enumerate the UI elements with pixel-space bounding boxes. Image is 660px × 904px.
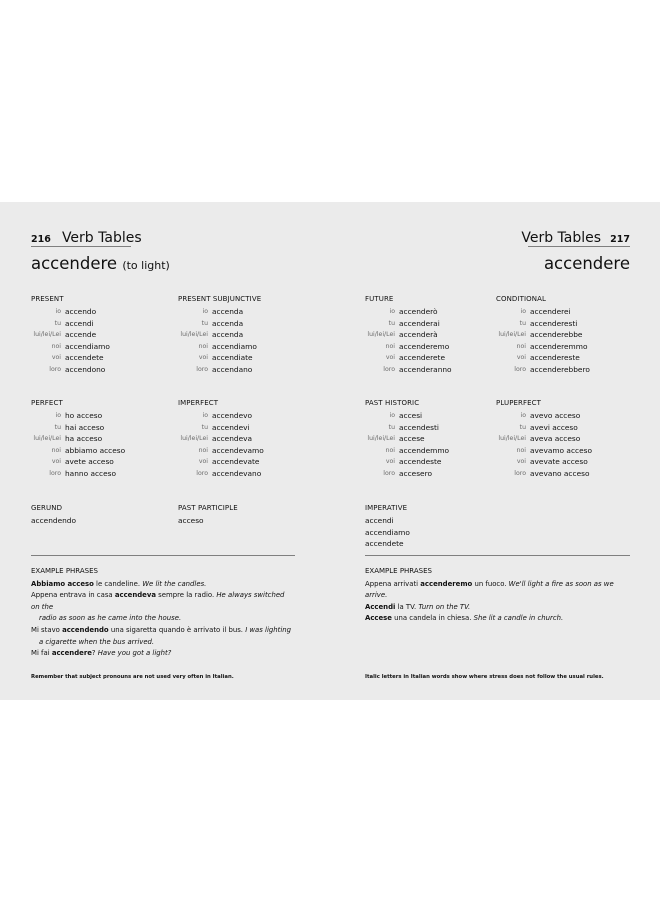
conjugation-row	[496, 423, 621, 435]
conjugation-row	[178, 446, 303, 458]
pronoun: noi	[516, 446, 526, 454]
conjugation-row	[31, 446, 156, 458]
conjugation-row	[178, 353, 303, 365]
example-line	[31, 613, 295, 625]
pronoun: loro	[196, 469, 208, 477]
verb-form: accendo	[65, 307, 97, 316]
example-text: Appena arrivati	[365, 579, 421, 588]
example-text: la TV.	[395, 602, 419, 611]
pronoun: tu	[201, 423, 208, 431]
left-page-number: 216	[31, 234, 51, 245]
pronoun: lui/lei/Lei	[367, 435, 395, 443]
left-header-title: Verb Tables	[61, 230, 142, 246]
verb-form: accese	[399, 434, 425, 444]
pronoun: lui/lei/Lei	[180, 331, 208, 339]
left-page	[31, 202, 295, 700]
example-translation: She lit a candle in church.	[473, 614, 564, 623]
left-footnote: Remember that subject pronouns are not used very often in Italian.	[31, 674, 234, 680]
conjugation-row	[365, 307, 490, 319]
left-examples-rule	[31, 555, 295, 556]
right-header-rule	[528, 246, 630, 247]
tense-imperfect	[178, 399, 303, 481]
conjugation-row	[365, 446, 490, 458]
right-verb-title: accendere	[543, 254, 630, 273]
example-line	[31, 625, 295, 637]
conjugation-row	[178, 411, 303, 423]
pronoun: tu	[388, 423, 395, 431]
conjugation-row	[496, 411, 621, 423]
verb-form: accendi	[65, 318, 94, 328]
example-line	[31, 637, 295, 649]
pronoun: noi	[516, 342, 526, 350]
example-text: sempre la radio.	[155, 591, 217, 600]
left-header-rule	[31, 246, 131, 247]
pronoun: io	[202, 412, 208, 419]
pronoun: noi	[51, 446, 61, 454]
verb-form: hai acceso	[65, 422, 105, 432]
verb-form: accendiate	[212, 353, 253, 363]
conjugation-row	[178, 330, 303, 342]
pronoun: tu	[388, 319, 395, 327]
imperative-form: accendi	[365, 516, 394, 525]
example-translation: radio as soon as he came into the house.	[39, 614, 182, 623]
pronoun: voi	[198, 354, 208, 362]
conjugation-row	[178, 307, 303, 319]
conjugation-row	[365, 411, 490, 423]
tense-title: PAST HISTORIC	[365, 399, 420, 407]
example-verb: accendendo	[62, 625, 109, 634]
verb-form: accenderete	[399, 353, 445, 363]
pronoun: lui/lei/Lei	[180, 435, 208, 443]
verb-form: accenda	[212, 330, 244, 340]
left-example-phrases	[31, 566, 295, 660]
tense-future	[365, 295, 490, 377]
verb-form: accenderà	[399, 330, 438, 340]
pronoun: io	[55, 412, 61, 419]
conjugation-row	[365, 469, 490, 481]
pronoun: voi	[516, 354, 526, 362]
pronoun: lui/lei/Lei	[367, 331, 395, 339]
example-text: Mi fai	[31, 649, 52, 658]
pronoun: io	[389, 412, 395, 419]
example-line	[31, 590, 295, 613]
pronoun: io	[389, 308, 395, 315]
right-header-title: Verb Tables	[521, 230, 602, 246]
verb-form: avevo acceso	[530, 411, 581, 420]
verb-form: accendeva	[212, 434, 253, 444]
pronoun: io	[202, 308, 208, 315]
tense-title: FUTURE	[365, 295, 394, 303]
verb-form: accenderebbero	[530, 364, 590, 374]
examples-title: EXAMPLE PHRASES	[365, 567, 432, 575]
tense-pluperfect	[496, 399, 621, 481]
conjugation-row	[31, 457, 156, 469]
verb-form: accendevi	[212, 422, 250, 432]
example-translation: Turn on the TV.	[418, 602, 471, 611]
verb-form: accenderò	[399, 307, 438, 316]
conjugation-row	[31, 469, 156, 481]
example-text: ?	[91, 649, 98, 658]
tense-perfect	[31, 399, 156, 481]
example-line	[365, 602, 630, 614]
conjugation-row	[496, 330, 621, 342]
pronoun: lui/lei/Lei	[33, 435, 61, 443]
gerund	[31, 504, 156, 528]
pronoun: tu	[519, 423, 526, 431]
verb-form: accenderemmo	[530, 341, 588, 351]
pronoun: loro	[514, 469, 526, 477]
verb-form: accendevo	[212, 411, 253, 420]
example-translation: I was lighting	[245, 625, 291, 634]
conjugation-row	[31, 330, 156, 342]
example-line	[31, 579, 295, 591]
pronoun: noi	[51, 342, 61, 350]
pronoun: tu	[201, 319, 208, 327]
pronoun: lui/lei/Lei	[498, 331, 526, 339]
verb-form: accende	[65, 330, 97, 340]
pronoun: loro	[49, 469, 61, 477]
conjugation-row	[31, 342, 156, 354]
tense-title: PRESENT SUBJUNCTIVE	[178, 295, 262, 303]
example-translation: We lit the candles.	[142, 579, 207, 588]
verb-form: accendeste	[399, 457, 442, 467]
book-spread	[0, 202, 660, 700]
verb-form: accenda	[212, 307, 244, 316]
pronoun: io	[520, 412, 526, 419]
conjugation-row	[496, 365, 621, 377]
verb-form: aveva acceso	[530, 434, 581, 444]
pronoun: lui/lei/Lei	[498, 435, 526, 443]
conjugation-row	[31, 434, 156, 446]
verb-form: accendemmo	[399, 445, 450, 455]
example-verb: accendeva	[114, 591, 156, 600]
example-text: le candeline.	[93, 579, 143, 588]
verb-form: accendevano	[212, 468, 262, 478]
right-page	[365, 202, 630, 700]
conjugation-row	[496, 319, 621, 331]
conjugation-row	[365, 330, 490, 342]
pronoun: voi	[385, 354, 395, 362]
example-line	[365, 613, 630, 625]
example-verb: Accese	[365, 614, 392, 623]
pronoun: voi	[51, 458, 61, 466]
pronoun: voi	[198, 458, 208, 466]
conjugation-row	[365, 353, 490, 365]
example-translation: a cigarette when the bus arrived.	[39, 637, 155, 646]
verb-form: accenderai	[399, 318, 440, 328]
conjugation-row	[178, 342, 303, 354]
example-verb: accendere	[51, 649, 92, 658]
conjugation-row	[178, 423, 303, 435]
example-text: una sigaretta quando è arrivato il bus.	[108, 625, 246, 634]
conjugation-row	[31, 365, 156, 377]
pronoun: noi	[385, 446, 395, 454]
tense-title: IMPERFECT	[178, 399, 219, 407]
conjugation-row	[365, 365, 490, 377]
example-text: Mi stavo	[31, 625, 63, 634]
tense-title: PERFECT	[31, 399, 63, 407]
example-text: una candela in chiesa.	[391, 614, 474, 623]
pronoun: noi	[198, 342, 208, 350]
verb-gloss: (to light)	[122, 259, 170, 272]
conjugation-row	[31, 353, 156, 365]
pronoun: io	[520, 308, 526, 315]
verb-form: accenderemo	[399, 341, 450, 351]
conjugation-row	[496, 457, 621, 469]
left-verb-title	[31, 254, 170, 273]
verb-form: avete acceso	[65, 457, 114, 467]
pronoun: voi	[516, 458, 526, 466]
tense-title: CONDITIONAL	[496, 295, 546, 303]
conjugation-row	[178, 457, 303, 469]
example-line	[31, 648, 295, 660]
pronoun: noi	[385, 342, 395, 350]
example-verb: Accendi	[365, 602, 396, 611]
conjugation-row	[31, 411, 156, 423]
pronoun: loro	[196, 365, 208, 373]
verb-form: accendereste	[530, 353, 580, 363]
pronoun: lui/lei/Lei	[33, 331, 61, 339]
verb-form: accenderanno	[399, 364, 452, 374]
conjugation-row	[365, 319, 490, 331]
conjugation-row	[496, 434, 621, 446]
right-example-phrases	[365, 566, 630, 625]
conjugation-row	[365, 434, 490, 446]
tense-title: IMPERATIVE	[365, 504, 408, 512]
conjugation-row	[178, 319, 303, 331]
verb-form: avevi acceso	[530, 422, 578, 432]
right-page-header	[365, 226, 630, 248]
example-translation: Have you got a light?	[97, 649, 172, 658]
verb-form: avevamo acceso	[530, 445, 592, 455]
example-line	[365, 579, 630, 602]
conjugation-row	[496, 469, 621, 481]
verb-form: accendete	[65, 353, 104, 363]
verb-form: accendono	[65, 364, 106, 374]
verb-form: accenderesti	[530, 318, 578, 328]
pronoun: tu	[519, 319, 526, 327]
verb-form: hanno acceso	[65, 468, 117, 478]
conjugation-row	[178, 365, 303, 377]
tense-past-historic	[365, 399, 490, 481]
verb-form: accenderei	[530, 307, 571, 316]
pronoun: io	[55, 308, 61, 315]
example-verb: Abbiamo acceso	[31, 579, 94, 588]
conjugation-row	[178, 434, 303, 446]
conjugation-row	[365, 342, 490, 354]
conjugation-row	[365, 423, 490, 435]
conjugation-row	[496, 342, 621, 354]
gerund-form: accendendo	[31, 516, 77, 525]
conjugation-row	[496, 446, 621, 458]
verb-form: accendiamo	[212, 341, 257, 351]
imperative-form: accendiamo	[365, 527, 410, 537]
conjugation-row	[31, 423, 156, 435]
left-page-header	[31, 226, 295, 248]
example-verb: accenderemo	[420, 579, 473, 588]
pronoun: voi	[51, 354, 61, 362]
right-examples-rule	[365, 555, 630, 556]
verb-form: accendiamo	[65, 341, 110, 351]
pronoun: tu	[54, 319, 61, 327]
verb-form: accenderebbe	[530, 330, 583, 340]
pronoun: loro	[49, 365, 61, 373]
example-text: un fuoco.	[472, 579, 509, 588]
verb-form: avevano acceso	[530, 468, 590, 478]
pronoun: noi	[198, 446, 208, 454]
pronoun: tu	[54, 423, 61, 431]
verb-form: ha acceso	[65, 434, 103, 444]
example-translation: We'll light a fire as soon as we arrive.	[365, 579, 614, 600]
conjugation-row	[365, 457, 490, 469]
conjugation-row	[178, 469, 303, 481]
tense-title: PLUPERFECT	[496, 399, 542, 407]
verb-infinitive: accendere	[31, 254, 118, 273]
tense-conditional	[496, 295, 621, 377]
conjugation-row	[31, 307, 156, 319]
pronoun: voi	[385, 458, 395, 466]
example-translation: He always switched on the	[31, 591, 285, 611]
tense-present	[31, 295, 156, 377]
tense-title: PRESENT	[31, 295, 64, 303]
conjugation-row	[496, 307, 621, 319]
pronoun: loro	[514, 365, 526, 373]
verb-form: accesero	[399, 468, 432, 478]
conjugation-row	[31, 319, 156, 331]
pronoun: loro	[383, 469, 395, 477]
past-participle-form: acceso	[178, 516, 204, 525]
examples-title: EXAMPLE PHRASES	[31, 567, 98, 575]
verb-form: accenda	[212, 318, 244, 328]
example-text: Appena entrava in casa	[31, 591, 115, 600]
tense-title: GERUND	[31, 504, 63, 512]
right-page-number: 217	[610, 234, 630, 245]
verb-form: avevate acceso	[530, 457, 588, 467]
verb-form: accendesti	[399, 422, 439, 432]
verb-form: ho acceso	[65, 411, 103, 420]
verb-form: accendevate	[212, 457, 260, 467]
right-footnote: Italic letters in Italian words show where stress does not follow the usual rules.	[365, 674, 604, 680]
verb-form: accesi	[399, 411, 423, 420]
pronoun: loro	[383, 365, 395, 373]
tense-title: PAST PARTICIPLE	[178, 504, 238, 512]
conjugation-row	[496, 353, 621, 365]
verb-form: abbiamo acceso	[65, 445, 126, 455]
verb-form: accendevamo	[212, 445, 264, 455]
imperative-form: accendete	[365, 539, 404, 549]
tense-present-subjunctive	[178, 295, 303, 377]
imperative	[365, 504, 490, 551]
past-participle	[178, 504, 303, 528]
verb-form: accendano	[212, 364, 253, 374]
